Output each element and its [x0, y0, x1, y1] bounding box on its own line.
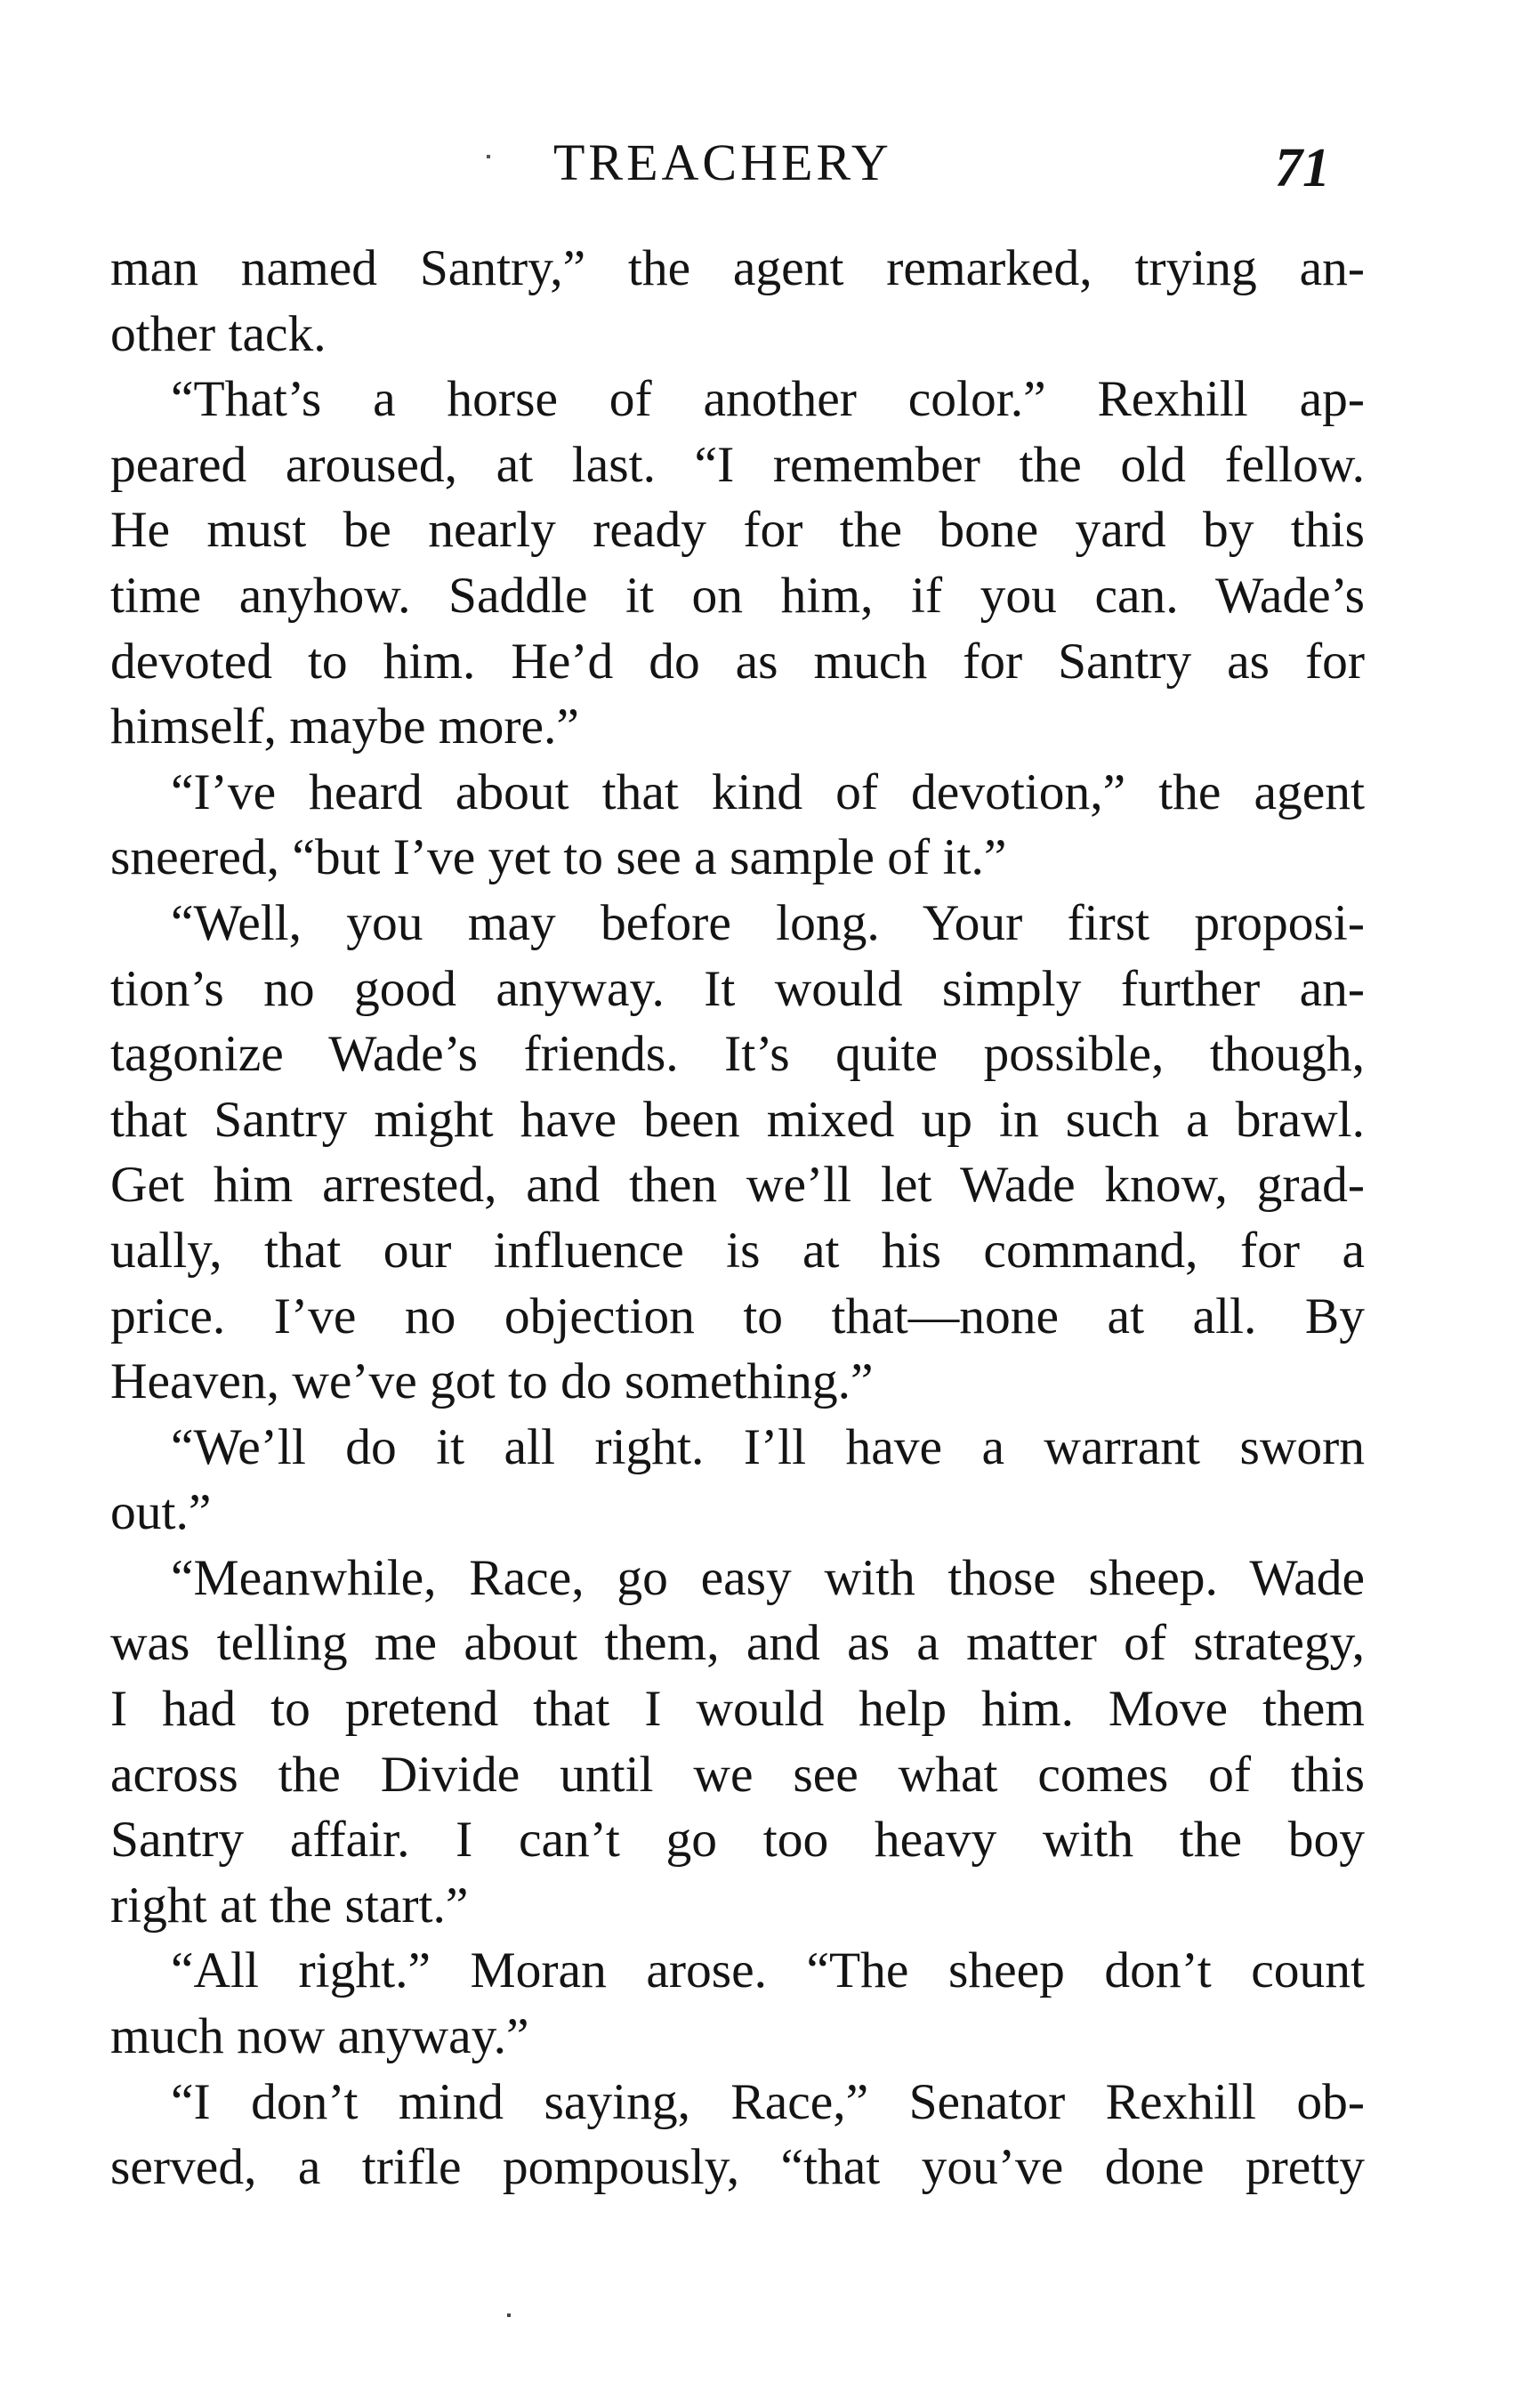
text-line: I had to pretend that I would help him. Move them — [110, 1681, 1365, 1738]
text-line: devoted to him. He’d do as much for Santry as for — [110, 633, 1365, 690]
text-line: Get him arrested, and then we’ll let Wade know, grad- — [110, 1157, 1365, 1214]
text-line: other tack. — [110, 305, 327, 362]
text-line: right at the start.” — [110, 1877, 469, 1934]
text-line: “I’ve heard about that kind of devotion,” the agent — [171, 763, 1365, 820]
text-line: peared aroused, at last. “I remember the old fellow. — [110, 436, 1365, 493]
text-line: Santry affair. I can’t go too heavy with the boy — [110, 1812, 1365, 1869]
text-line: much now anyway.” — [110, 2008, 529, 2065]
text-line: sneered, “but I’ve yet to see a sample of it.” — [110, 829, 1007, 886]
text-line: “I don’t mind saying, Race,” Senator Rexhill ob- — [171, 2073, 1365, 2130]
ink-speck — [487, 155, 490, 158]
text-line: “Well, you may before long. Your first proposi- — [171, 894, 1365, 951]
text-line: He must be nearly ready for the bone yard by this — [110, 502, 1365, 559]
text-line: man named Santry,” the agent remarked, trying an- — [110, 240, 1365, 296]
running-title: TREACHERY — [553, 133, 892, 191]
text-line: ually, that our influence is at his command, for a — [110, 1222, 1365, 1279]
text-line: that Santry might have been mixed up in such a brawl. — [110, 1091, 1365, 1148]
text-line: tagonize Wade’s friends. It’s quite possible, though, — [110, 1026, 1365, 1083]
body-text — [110, 236, 1365, 2200]
text-line: “Meanwhile, Race, go easy with those sheep. Wade — [171, 1549, 1365, 1606]
text-line: out.” — [110, 1484, 212, 1541]
ink-speck — [507, 2313, 511, 2317]
page-number: 71 — [1275, 138, 1330, 198]
text-line: “All right.” Moran arose. “The sheep don’t count — [171, 1942, 1365, 1999]
text-line: was telling me about them, and as a matter of strategy, — [110, 1615, 1365, 1672]
text-line: “We’ll do it all right. I’ll have a warrant sworn — [171, 1418, 1365, 1475]
running-head — [0, 132, 1540, 198]
text-line: served, a trifle pompously, “that you’ve done pretty — [110, 2139, 1365, 2196]
text-line: price. I’ve no objection to that—none at all. By — [110, 1288, 1365, 1344]
text-line: Heaven, we’ve got to do something.” — [110, 1353, 874, 1410]
text-line: time anyhow. Saddle it on him, if you can. Wade’s — [110, 567, 1365, 624]
text-line: himself, maybe more.” — [110, 698, 579, 755]
text-line: “That’s a horse of another color.” Rexhill ap- — [171, 371, 1365, 428]
text-line: tion’s no good anyway. It would simply further an- — [110, 960, 1365, 1017]
text-line: across the Divide until we see what comes of this — [110, 1746, 1365, 1803]
